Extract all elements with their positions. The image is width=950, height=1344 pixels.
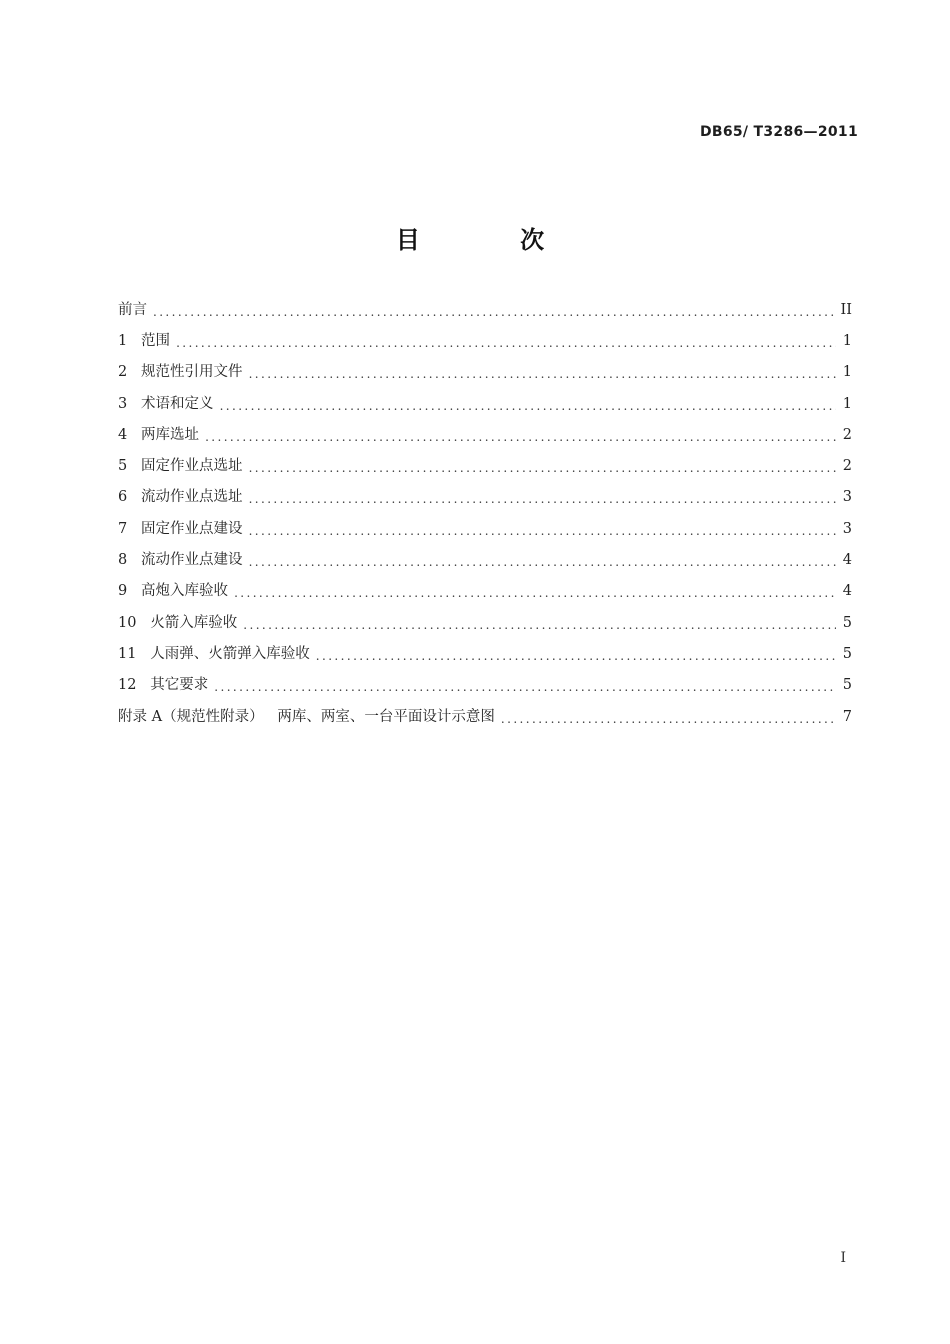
toc-dot-leader bbox=[176, 333, 836, 353]
toc-entry-page: 7 bbox=[842, 708, 852, 725]
toc-entry-scope[interactable] bbox=[118, 325, 852, 356]
toc-entry-page: II bbox=[840, 301, 852, 318]
toc-entry-page: 1 bbox=[842, 395, 852, 412]
toc-entry-other-requirements[interactable] bbox=[118, 670, 852, 701]
toc-entry-fixed-site-construction[interactable] bbox=[118, 513, 852, 544]
toc-entry-mobile-site-selection[interactable] bbox=[118, 482, 852, 513]
toc-entry-label: 3 术语和定义 bbox=[118, 395, 214, 412]
toc-entry-label: 10 火箭入库验收 bbox=[118, 614, 238, 631]
toc-entry-normative-references[interactable] bbox=[118, 357, 852, 388]
toc-entry-page: 4 bbox=[842, 552, 852, 569]
toc-entry-rocket-acceptance[interactable] bbox=[118, 607, 852, 638]
toc-entry-label: 前言 bbox=[118, 301, 147, 318]
toc-entry-page: 5 bbox=[842, 645, 852, 662]
toc-dot-leader bbox=[249, 489, 836, 509]
toc-entry-label: 5 固定作业点选址 bbox=[118, 458, 243, 475]
toc-entry-terms-definitions[interactable] bbox=[118, 388, 852, 419]
toc-entry-label: 4 两库选址 bbox=[118, 426, 200, 443]
toc-dot-leader bbox=[316, 646, 836, 666]
toc-entry-page: 3 bbox=[842, 520, 852, 537]
toc-entry-label: 8 流动作业点建设 bbox=[118, 552, 243, 569]
toc-entry-fixed-site-selection[interactable] bbox=[118, 450, 852, 481]
toc-dot-leader bbox=[214, 677, 836, 697]
toc-entry-label: 7 固定作业点建设 bbox=[118, 520, 243, 537]
toc-entry-shell-acceptance[interactable] bbox=[118, 638, 852, 669]
toc-entry-label: 6 流动作业点选址 bbox=[118, 489, 243, 506]
toc-entry-page: 4 bbox=[842, 583, 852, 600]
toc-dot-leader bbox=[205, 427, 836, 447]
toc-entry-page: 1 bbox=[842, 364, 852, 381]
toc-entry-appendix-a[interactable] bbox=[118, 701, 852, 732]
toc-entry-label: 1 范围 bbox=[118, 332, 171, 349]
toc-entry-label: 9 高炮入库验收 bbox=[118, 583, 229, 600]
toc-entry-page: 2 bbox=[842, 426, 852, 443]
toc-title: 目 次 bbox=[395, 226, 591, 254]
document-code: DB65/ T3286—2011 bbox=[699, 124, 858, 140]
toc-dot-leader bbox=[501, 709, 836, 729]
toc-entry-label: 12 其它要求 bbox=[118, 677, 209, 694]
toc-dot-leader bbox=[249, 458, 836, 478]
toc-entry-label: 11 人雨弹、火箭弹入库验收 bbox=[118, 645, 310, 662]
toc-entry-depot-site[interactable] bbox=[118, 419, 852, 450]
toc-entry-mobile-site-construction[interactable] bbox=[118, 544, 852, 575]
toc-dot-leader bbox=[243, 615, 836, 635]
toc-dot-leader bbox=[220, 396, 836, 416]
toc-entry-page: 3 bbox=[842, 489, 852, 506]
toc-entry-gun-acceptance[interactable] bbox=[118, 576, 852, 607]
toc-dot-leader bbox=[249, 364, 836, 384]
toc-entry-label: 附录 A（规范性附录） 两库、两室、一台平面设计示意图 bbox=[118, 708, 495, 725]
toc-entry-foreword[interactable] bbox=[118, 294, 852, 325]
toc-dot-leader bbox=[153, 302, 835, 322]
toc-entry-page: 5 bbox=[842, 677, 852, 694]
toc-entry-page: 5 bbox=[842, 614, 852, 631]
page-number: I bbox=[840, 1250, 846, 1266]
toc-entry-page: 1 bbox=[842, 332, 852, 349]
toc-dot-leader bbox=[234, 583, 836, 603]
toc-dot-leader bbox=[249, 521, 836, 541]
toc-entry-page: 2 bbox=[842, 458, 852, 475]
toc-entry-label: 2 规范性引用文件 bbox=[118, 364, 243, 381]
toc-list bbox=[118, 294, 852, 732]
toc-dot-leader bbox=[249, 552, 836, 572]
